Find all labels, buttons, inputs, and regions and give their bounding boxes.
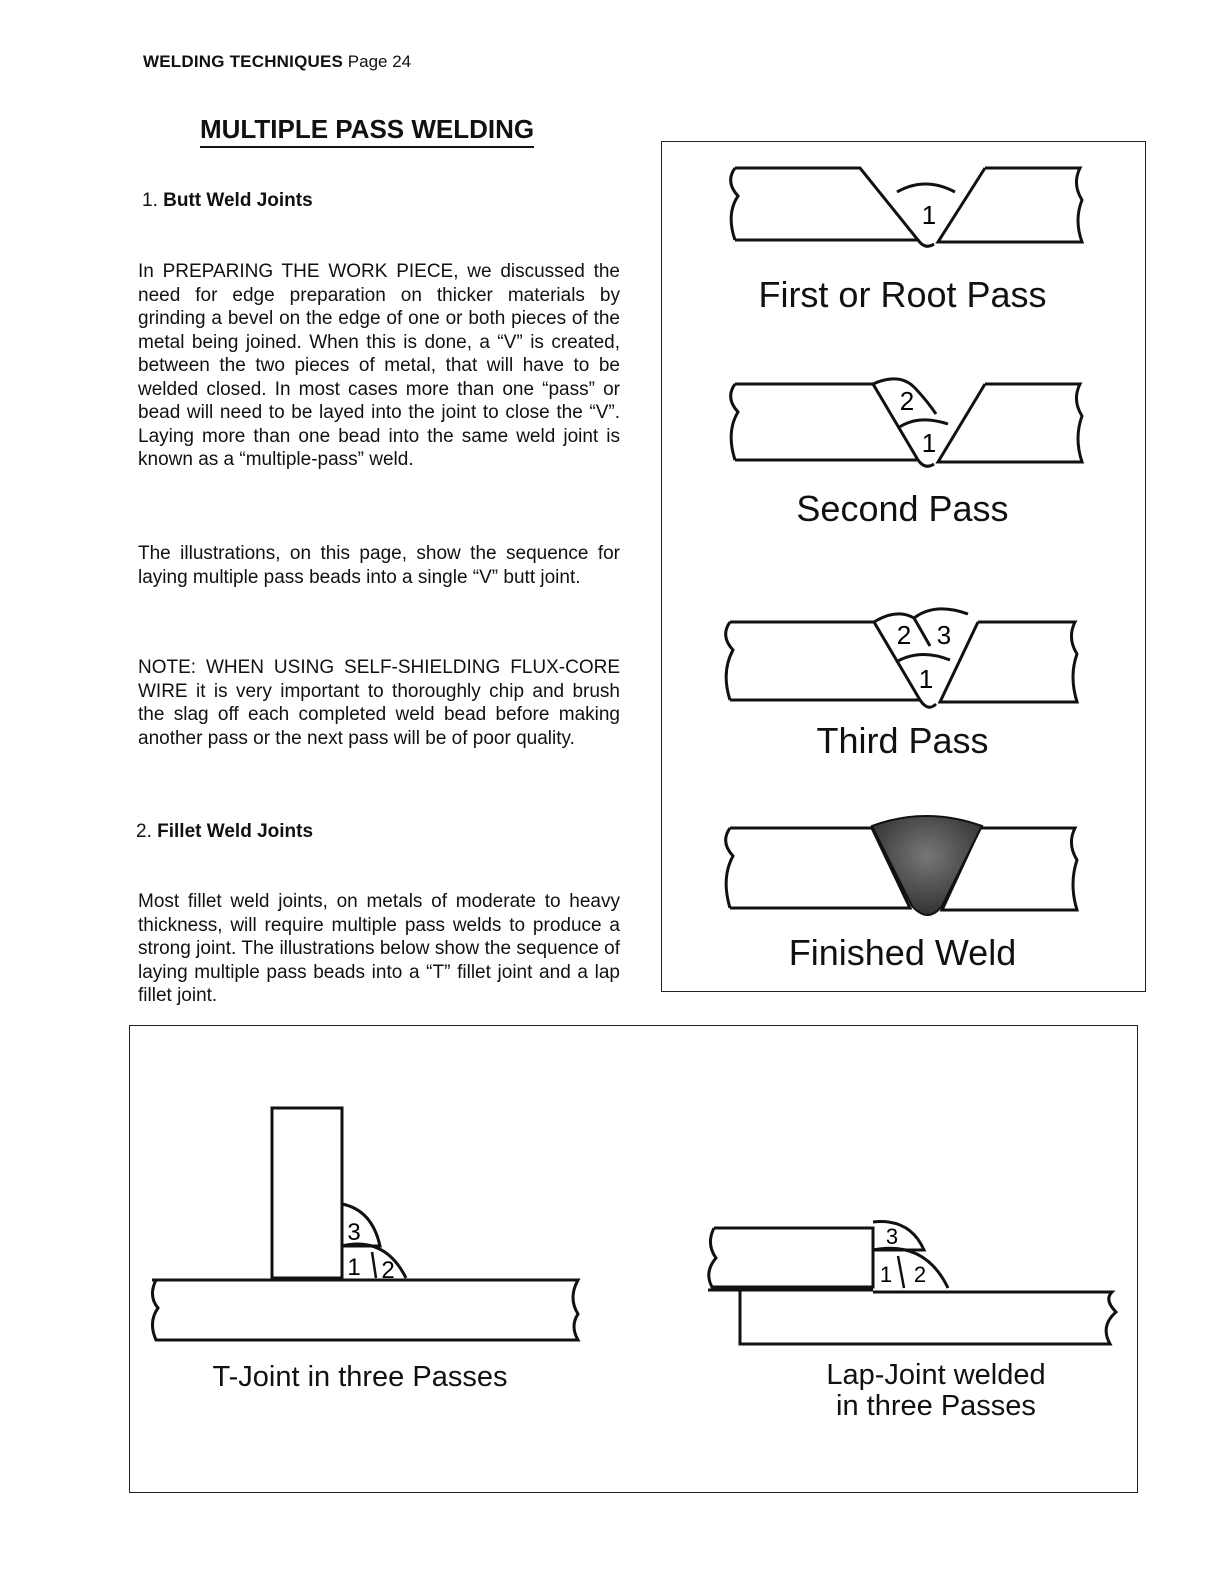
- pass-label-1: 1: [347, 1254, 361, 1281]
- pass-label-3: 3: [936, 620, 952, 650]
- caption-lap-line2: in three Passes: [836, 1390, 1036, 1422]
- caption-finished-weld: Finished Weld: [788, 932, 1017, 973]
- caption-second-pass: Second Pass: [796, 488, 1009, 529]
- caption-first-pass: First or Root Pass: [758, 274, 1047, 315]
- pass-label-3: 3: [885, 1224, 899, 1249]
- pass-label-2: 2: [896, 620, 912, 650]
- paragraph-note: NOTE: WHEN USING SELF-SHIELDING FLUX-CORE WIRE it is very important to thoroughly chip and brush the slag off each completed weld bead before making another pass or the next pass will be of poor quality.: [138, 657, 620, 749]
- page-number: Page 24: [347, 52, 412, 71]
- first-pass-diagram: [731, 168, 1082, 246]
- caption-lap-joint: [776, 1360, 1096, 1422]
- paragraph-butt-illustrations: The illustrations, on this page, show the sequence for laying multiple pass beads into a single “V” butt joint.: [138, 543, 620, 588]
- pass-label-2: 2: [381, 1257, 395, 1284]
- pass-label-2: 2: [899, 386, 915, 416]
- section-number: 1.: [142, 190, 158, 211]
- header-section: WELDING TECHNIQUES: [143, 52, 344, 71]
- pass-label-1: 1: [921, 200, 937, 230]
- paragraph-butt-intro: In PREPARING THE WORK PIECE, we discussed the need for edge preparation on thicker materials by grinding a bevel on the edge of one or both pieces of the metal being joined. When this is done, a “V” is created, between the two pieces of metal, that will have to be welded closed. In most cases more than one “pass” or bead will need to be layed into the joint to close the “V”. Laying more than one bead into the same weld joint is known as a “multiple-pass” weld.: [138, 261, 620, 470]
- pass-label-2: 2: [913, 1262, 927, 1287]
- fillet-joint-figure-box: [129, 1025, 1138, 1493]
- page-title: MULTIPLE PASS WELDING: [200, 114, 534, 148]
- finished-weld-diagram: [726, 816, 1077, 915]
- pass-label-3: 3: [347, 1219, 361, 1246]
- section-title: Butt Weld Joints: [163, 190, 313, 211]
- caption-lap-line1: Lap-Joint welded: [826, 1359, 1046, 1391]
- pass-label-1: 1: [879, 1262, 893, 1287]
- pass-label-1: 1: [918, 664, 934, 694]
- paragraph-fillet: Most fillet weld joints, on metals of moderate to heavy thickness, will require multiple pass welds to produce a strong joint. The illustrations below show the sequence of laying multiple pass beads into a “T” fillet joint and a lap fillet joint.: [138, 891, 620, 1006]
- caption-third-pass: Third Pass: [816, 720, 989, 761]
- caption-t-joint: T-Joint in three Passes: [212, 1361, 508, 1393]
- section-number: 2.: [136, 821, 152, 842]
- pass-label-1: 1: [921, 428, 937, 458]
- section-title: Fillet Weld Joints: [157, 821, 314, 842]
